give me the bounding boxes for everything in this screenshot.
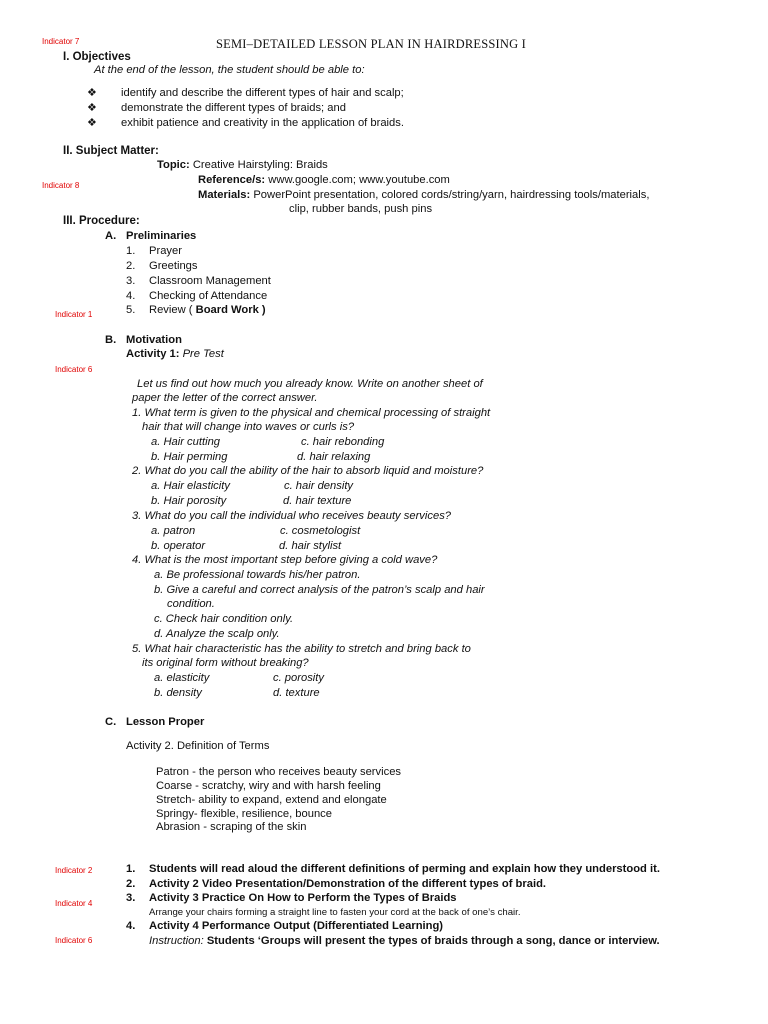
- activity1-name: Pre Test: [182, 348, 224, 360]
- choice: a. Hair cutting: [151, 436, 221, 448]
- pretest-question: 5. What hair characteristic has the ability to stretch and bring back to: [132, 643, 471, 655]
- reference-line: [198, 174, 450, 186]
- subject-heading: II. Subject Matter:: [63, 145, 159, 157]
- choice: b. density: [154, 687, 202, 699]
- list-number: 5.: [126, 304, 136, 316]
- term-definition: Abrasion - scraping of the skin: [156, 821, 307, 833]
- topic-line: [157, 159, 328, 171]
- motivation-label: Motivation: [126, 334, 182, 346]
- review-text: Review (: [149, 304, 196, 316]
- choice: d. hair relaxing: [297, 451, 371, 463]
- choice: c. porosity: [273, 672, 324, 684]
- pretest-line: Let us find out how much you already know. Write on another sheet of: [137, 378, 483, 390]
- instruction-label: Instruction:: [149, 935, 204, 947]
- materials-line: [198, 189, 649, 201]
- page-title: SEMI–DETAILED LESSON PLAN IN HAIRDRESSING I: [216, 37, 527, 51]
- step-text: Activity 4 Performance Output (Differentiated Learning): [149, 920, 444, 932]
- step-number: 1.: [126, 863, 136, 875]
- board-work-text: Board Work ): [195, 304, 266, 316]
- list-item: Classroom Management: [149, 275, 271, 287]
- term-definition: Coarse - scratchy, wiry and with harsh feeling: [156, 780, 381, 792]
- choice: b. operator: [151, 540, 206, 552]
- instruction-text: Students ‘Groups will present the types of braids through a song, dance or interview.: [203, 935, 660, 947]
- list-number: 2.: [126, 260, 136, 272]
- step-number: 3.: [126, 892, 136, 904]
- pretest-line: paper the letter of the correct answer.: [132, 392, 318, 404]
- choice: c. cosmetologist: [280, 525, 361, 537]
- pretest-question: 3. What do you call the individual who receives beauty services?: [132, 510, 452, 522]
- activity1-line: [126, 348, 224, 360]
- objective-item: exhibit patience and creativity in the application of braids.: [121, 117, 404, 129]
- choice: d. hair stylist: [279, 540, 342, 552]
- objective-item: identify and describe the different types of hair and scalp;: [121, 87, 404, 99]
- choice: b. Hair porosity: [151, 495, 227, 507]
- preliminaries-label: Preliminaries: [126, 230, 197, 242]
- step-number: 4.: [126, 920, 136, 932]
- term-definition: Springy- flexible, resilience, bounce: [156, 808, 332, 820]
- procedure-heading: III. Procedure:: [63, 215, 140, 227]
- instruction-line: [149, 935, 660, 947]
- pretest-line: hair that will change into waves or curls is?: [142, 421, 355, 433]
- choice: d. Analyze the scalp only.: [154, 628, 280, 640]
- step-text: Students will read aloud the different definitions of perming and explain how they understood it.: [149, 863, 660, 875]
- indicator-label: Indicator 7: [42, 37, 80, 46]
- section-letter: C.: [105, 716, 117, 728]
- term-definition: Patron - the person who receives beauty services: [156, 766, 402, 778]
- reference-value: www.google.com; www.youtube.com: [268, 174, 450, 186]
- activity2-heading: Activity 2. Definition of Terms: [126, 740, 270, 752]
- step-text: Activity 3 Practice On How to Perform the Types of Braids: [149, 892, 457, 904]
- term-definition: Stretch- ability to expand, extend and elongate: [156, 794, 387, 806]
- topic-label: Topic:: [157, 159, 190, 171]
- choice: b. Give a careful and correct analysis of the patron’s scalp and hair: [154, 584, 485, 596]
- topic-value: Creative Hairstyling: Braids: [192, 159, 328, 171]
- list-item: Greetings: [149, 260, 198, 272]
- section-letter: A.: [105, 230, 117, 242]
- choice: d. texture: [273, 687, 320, 699]
- lesson-proper-label: Lesson Proper: [126, 716, 205, 728]
- materials-value: PowerPoint presentation, colored cords/string/yarn, hairdressing tools/materials,: [253, 189, 650, 201]
- indicator-label: Indicator 6: [55, 936, 93, 945]
- indicator-label: Indicator 1: [55, 310, 93, 319]
- list-number: 3.: [126, 275, 136, 287]
- materials-label: Materials:: [198, 189, 251, 201]
- choice: d. hair texture: [283, 495, 352, 507]
- objective-item: demonstrate the different types of braids; and: [121, 102, 346, 114]
- objectives-heading: I. Objectives: [63, 51, 131, 63]
- step-note: Arrange your chairs forming a straight line to fasten your cord at the back of one’s chair.: [149, 907, 521, 918]
- indicator-label: Indicator 6: [55, 365, 93, 374]
- choice-continued: condition.: [167, 598, 215, 610]
- list-item: Prayer: [149, 245, 182, 257]
- list-item: Checking of Attendance: [149, 290, 268, 302]
- choice: a. patron: [151, 525, 196, 537]
- objectives-intro: At the end of the lesson, the student should be able to:: [94, 64, 365, 76]
- step-number: 2.: [126, 878, 136, 890]
- bullet-icon: ❖: [87, 87, 98, 99]
- indicator-label: Indicator 2: [55, 866, 93, 875]
- reference-label: Reference/s:: [198, 174, 266, 186]
- choice: c. hair density: [284, 480, 354, 492]
- pretest-line: its original form without breaking?: [142, 657, 309, 669]
- bullet-icon: ❖: [87, 117, 98, 129]
- step-text: Activity 2 Video Presentation/Demonstration of the different types of braid.: [149, 878, 547, 890]
- list-number: 4.: [126, 290, 136, 302]
- choice: a. elasticity: [154, 672, 210, 684]
- list-item: [149, 304, 266, 316]
- choice: a. Hair elasticity: [151, 480, 230, 492]
- indicator-label: Indicator 4: [55, 899, 93, 908]
- activity1-label: Activity 1:: [126, 348, 180, 360]
- choice: c. Check hair condition only.: [154, 613, 294, 625]
- list-number: 1.: [126, 245, 136, 257]
- pretest-question: 2. What do you call the ability of the hair to absorb liquid and moisture?: [132, 465, 484, 477]
- choice: b. Hair perming: [151, 451, 228, 463]
- materials-continued: clip, rubber bands, push pins: [289, 203, 433, 215]
- pretest-question: 1. What term is given to the physical and chemical processing of straight: [132, 407, 491, 419]
- section-letter: B.: [105, 334, 117, 346]
- choice: c. hair rebonding: [301, 436, 385, 448]
- indicator-label: Indicator 8: [42, 181, 80, 190]
- pretest-question: 4. What is the most important step before giving a cold wave?: [132, 554, 438, 566]
- bullet-icon: ❖: [87, 102, 98, 114]
- choice: a. Be professional towards his/her patron.: [154, 569, 361, 581]
